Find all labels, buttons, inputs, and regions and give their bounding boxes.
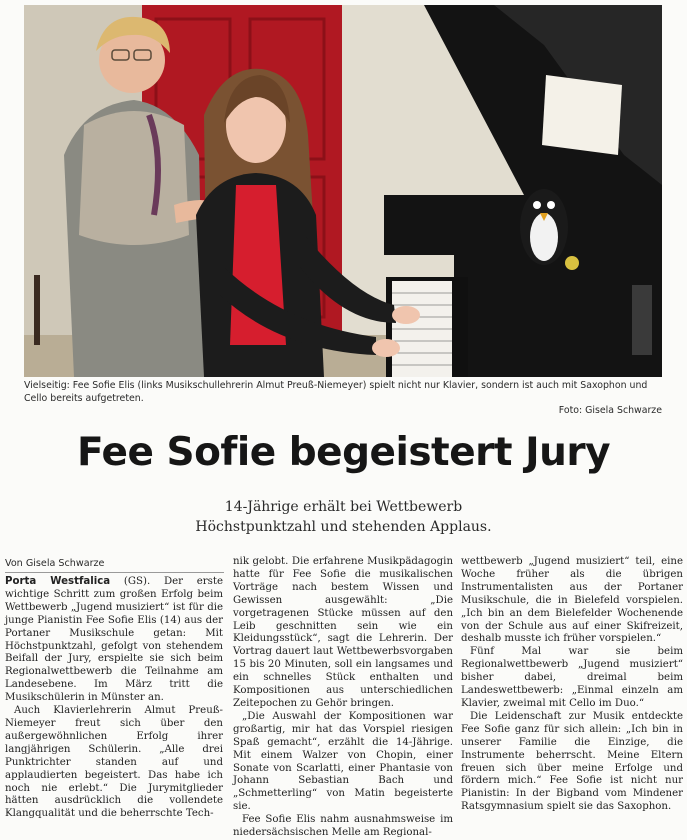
subhead-line-2: Höchstpunktzahl und stehenden Applaus. [195,519,492,535]
byline-divider [5,572,224,573]
paragraph: wettbewerb „Jugend musiziert“ teil, eine Woche früher als die übrigen Instrumentalisten aus der Portaner Musikschule, die in Bielefeld vorspielen. „Ich bin an dem Bielefelder Wochenende von der Schule aus auf einer Skifreizeit, deshalb musste ich früher vorspielen.“ [461,556,683,645]
paragraph: nik gelobt. Die erfahrene Musikpädagogin hatte für Fee Sofie die musikalischen Vorträge nach bestem Wissen und Gewissen ausgewählt: „Die vorgetragenen Stücke müssen auf den Leib geschnitten sein wie ein Kleidungsstück“, sagt die Lehrerin. Der Vortrag dauert laut Wettbewerbsvorgaben 15 bis 20 Minuten, soll ein langsames und ein schnelles Stück enthalten und Kompositionen aus unterschiedlichen Zeitepochen zu Gehör bringen. [233,556,453,709]
paragraph: „Die Auswahl der Kompositionen war großartig, mir hat das Vorspiel riesigen Spaß gemacht“, erzählt die 14-Jährige. Mit einem Walzer von Chopin, einer Sonate von Scarlatti, einer Phantasie von Johann Sebastian Bach und „Schmetterling“ von Matin begeisterte sie. [233,710,453,813]
paragraph: Fünf Mal war sie beim Regionalwettbewerb „Jugend musiziert“ bisher dabei, dreimal beim Landeswettbewerb: „Einmal einzeln am Klavier, zweimal mit Cello im Duo.“ [461,646,683,709]
article-column-2 [233,556,453,840]
photo-illustration [24,5,662,377]
photo-caption [24,380,662,418]
article-subhead [0,497,687,537]
dateline: Porta Westfalica [5,576,111,587]
article-column-3 [461,556,683,814]
paragraph: Die Leidenschaft zur Musik entdeckte Fee Sofie ganz für sich allein: „Ich bin in unserer Familie die Einzige, die Instrumente beherrscht. Meine Eltern freuen sich über meine Erfolge und fördern mich.“ Fee Sofie ist nicht nur Pianistin: In der Bigband vom Mindener Ratsgymnasium spielt sie das Saxophon. [461,710,683,813]
caption-text: Vielseitig: Fee Sofie Elis (links Musikschullehrerin Almut Preuß-Niemeyer) spielt nicht nur Klavier, sondern ist auch mit Saxophon und Cello bereits aufgetreten. [24,380,648,404]
article-photo [24,5,662,377]
paragraph [5,576,223,705]
subhead-line-1: 14-Jährige erhält bei Wettbewerb [224,499,463,515]
paragraph: Auch Klavierlehrerin Almut Preuß-Niemeyer freut sich über den außergewöhnlichen Erfolg ihrer langjährigen Schülerin. „Alle drei Punktrichter standen auf und applaudierten begeistert. Das habe ich noch nie erlebt.“ Die Jurymitglieder hätten ausdrücklich die vollendete Klangqualität und die beherrschte Tech- [5,705,223,820]
photo-credit: Foto: Gisela Schwarze [558,405,662,416]
article-headline: Fee Sofie begeistert Jury [76,430,611,475]
article-column-1 [5,576,223,821]
paragraph: Fee Sofie Elis nahm ausnahmsweise im niedersächsischen Melle am Regional- [233,814,453,839]
paragraph-text: (GS). Der erste wichtige Schritt zum großen Erfolg beim Wettbewerb „Jugend musiziert“ ist für die junge Pianistin Fee Sofie Elis (14) aus der Portaner Musikschule getan: Mit Höchstpunktzahl, gefolgt von stehendem Beifall der Jury, erspielte sie sich beim Regionalwettbewerb die Teilnahme am Landesebene. Im März tritt die Musikschülerin in Münster an. [5,576,223,704]
article-byline: Von Gisela Schwarze [5,558,105,569]
